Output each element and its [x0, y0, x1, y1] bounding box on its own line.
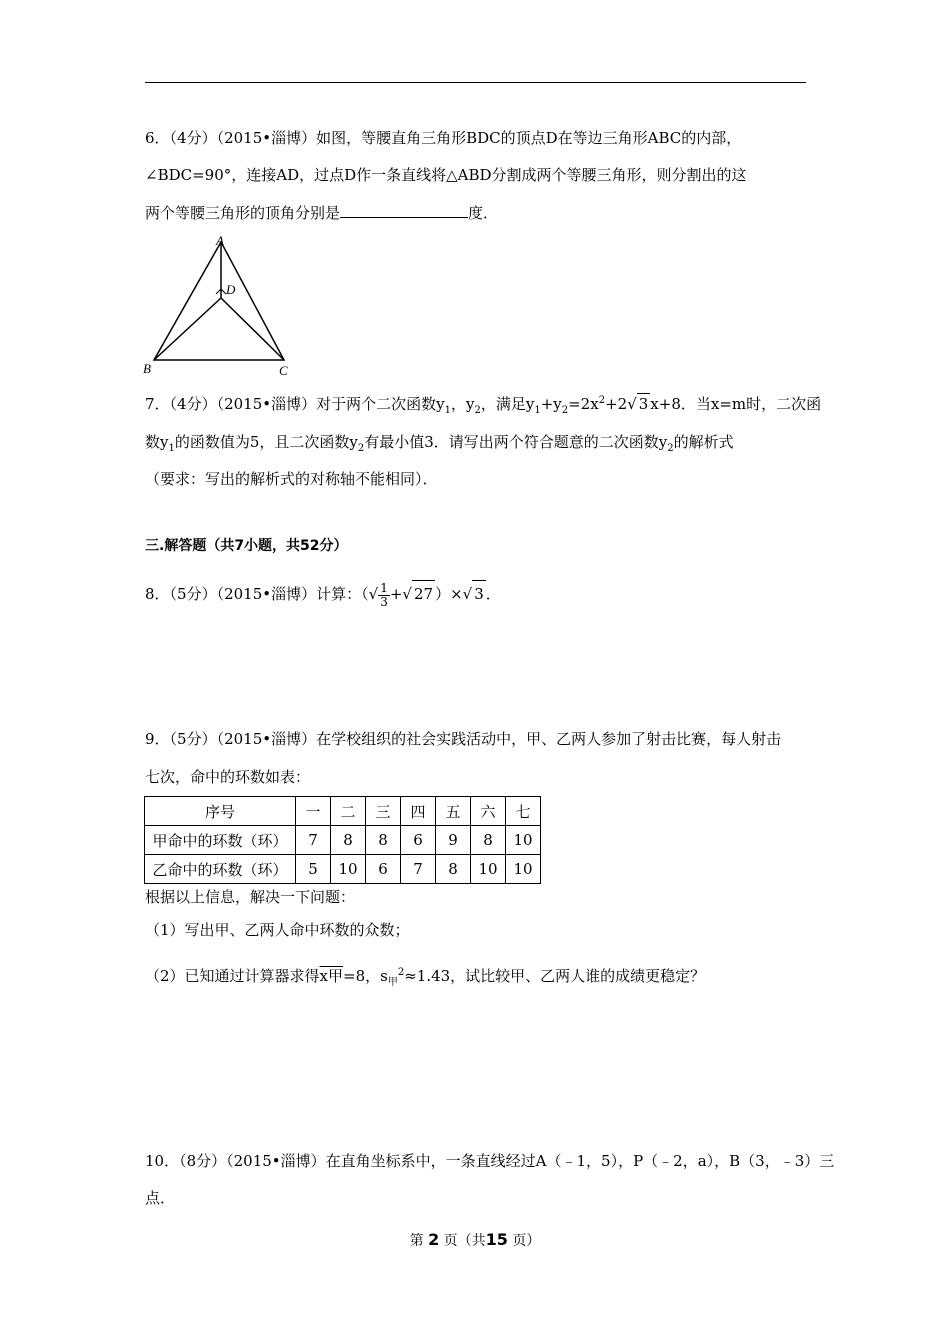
header-rule — [145, 82, 806, 83]
q6-line-3: 两个等腰三角形的顶角分别是 度． — [145, 204, 499, 222]
q6-line-2: ∠BDC=90°，连接AD，过点D作一条直线将△ABD分割成两个等腰三角形，则分割出的这 — [145, 166, 747, 184]
table-row-yi: 乙命中的环数（环） 5 10 6 7 8 10 10 — [145, 855, 541, 884]
q7-line-3: （要求：写出的解析式的对称轴不能相同）． — [145, 470, 438, 488]
q7-line-2: 数$y_1$的函数值为5，且二次函数$y_2$有最小值3．请写出两个符合题意的二次函数$y_2$的解析式 — [145, 433, 734, 454]
q7-line-1: 7．（4分）（2015•淄博）对于两个二次函数$y_1$，$y_2$，满足$y_1+y_2=2x^2+2√$ 3 x+8．当x=m时，二次函 — [145, 395, 822, 416]
shooting-scores-table — [144, 796, 541, 884]
segment-bd — [154, 298, 221, 360]
q9-line-1: 9．（5分）（2015•淄博）在学校组织的社会实践活动中，甲、乙两人参加了射击比赛，每人射击 — [145, 730, 782, 748]
page-footer: 第 2 页（共15 页） — [409, 1230, 541, 1249]
fraction-1-3: $\frac{1}{3}$ — [380, 580, 388, 609]
q9-line-2: 七次，命中的环数如表： — [145, 768, 311, 786]
answer-blank — [340, 202, 468, 218]
label-c: C — [279, 363, 288, 378]
x-bar: x甲 — [319, 967, 344, 985]
q6-triangle-figure — [140, 232, 300, 380]
q6-line-1: 6．（4分）（2015•淄博）如图，等腰直角三角形BDC的顶点D在等边三角形ABC的内部， — [145, 129, 742, 147]
q9-sub-question-1: （1）写出甲、乙两人命中环数的众数； — [145, 921, 410, 939]
q10-line-2: 点． — [145, 1189, 176, 1207]
q8-line: 8．（5分）（2015•淄博）计算：（√ $\frac{1}{3}$ +√ 27 ）×√ 3 ． — [145, 580, 501, 609]
label-b: B — [143, 361, 151, 376]
segment-cd — [221, 298, 284, 360]
table-header-row: 序号 一 二 三 四 五 六 七 — [145, 797, 541, 826]
label-d: D — [226, 282, 236, 297]
label-a: A — [216, 233, 224, 248]
section-3-heading: 三.解答题（共7小题，共52分） — [145, 538, 348, 554]
q9-line-3: 根据以上信息，解决一下问题： — [145, 888, 356, 906]
q9-sub-question-2: （2）已知通过计算器求得x甲=8，$s_甲^2\approx 1.43$，试比较甲、乙两人谁的成绩更稳定？ — [145, 967, 706, 988]
q10-line-1: 10．（8分）（2015•淄博）在直角坐标系中，一条直线经过A（﹣1，5），P（﹣2，a），B（3，﹣3）三 — [145, 1152, 835, 1170]
table-row-jia: 甲命中的环数（环） 7 8 8 6 9 8 10 — [145, 826, 541, 855]
